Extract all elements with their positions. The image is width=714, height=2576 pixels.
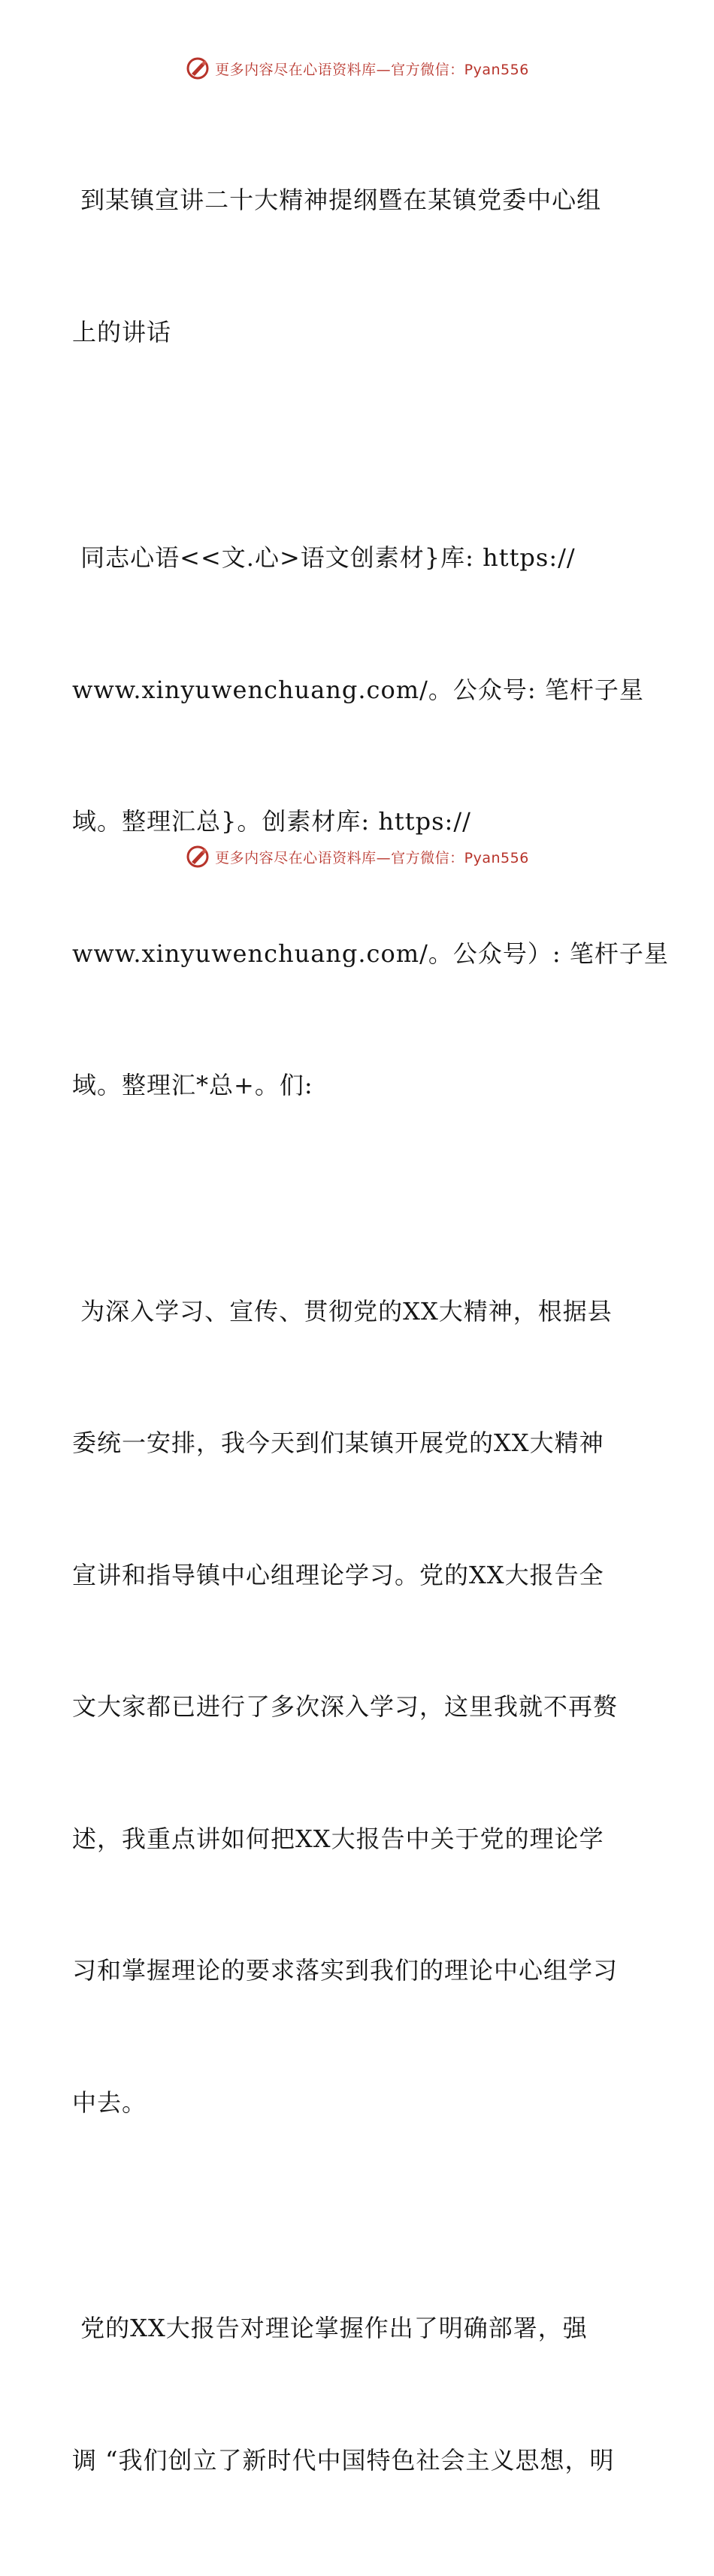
paragraph <box>72 2218 643 2570</box>
text-line: 调 “我们创立了新时代中国特色社会主义思想，明 <box>72 2445 615 2475</box>
text-line: 同志心语<<文.心>语文创素材}库: https:// <box>72 543 576 572</box>
header-watermark <box>0 53 714 83</box>
text-line: 中去。 <box>72 2088 147 2117</box>
brand-logo-icon <box>185 56 210 81</box>
brand-logo-icon <box>185 844 210 869</box>
text-line: 到某镇宣讲二十大精神提纲暨在某镇党委中心组 <box>72 186 602 214</box>
text-line: 党的XX大报告对理论掌握作出了明确部署，强 <box>72 2314 588 2342</box>
text-line: 为深入学习、宣传、贯彻党的XX大精神，根据县 <box>72 1296 613 1326</box>
paragraph <box>72 448 669 1196</box>
text-line: 域。整理汇*总+。们: <box>72 1071 313 1099</box>
text-line: 上的讲话 <box>72 317 172 346</box>
document-title <box>72 90 643 442</box>
text-line: 宣讲和指导镇中心组理论学习。党的XX大报告全 <box>72 1560 604 1589</box>
text-line: www.xinyuwenchuang.com/。公众号）: 笔杆子星 <box>72 939 669 968</box>
footer-watermark <box>0 842 714 872</box>
text-line: 域。整理汇总}。创素材库: https:// <box>72 807 471 836</box>
paragraph <box>72 1202 643 2213</box>
text-line: www.xinyuwenchuang.com/。公众号: 笔杆子星 <box>72 675 644 704</box>
text-line: 文大家都已进行了多次深入学习，这里我就不再赘 <box>72 1692 619 1721</box>
text-line: 述，我重点讲如何把XX大报告中关于党的理论学 <box>72 1824 604 1853</box>
watermark-text: 更多内容尽在心语资料库—官方微信：Pyan556 <box>215 61 529 78</box>
text-line: 习和掌握理论的要求落实到我们的理论中心组学习 <box>72 1956 619 1985</box>
text-line: 委统一安排，我今天到们某镇开展党的XX大精神 <box>72 1429 604 1457</box>
document-body <box>72 90 669 2576</box>
watermark-text: 更多内容尽在心语资料库—官方微信：Pyan556 <box>215 849 529 866</box>
